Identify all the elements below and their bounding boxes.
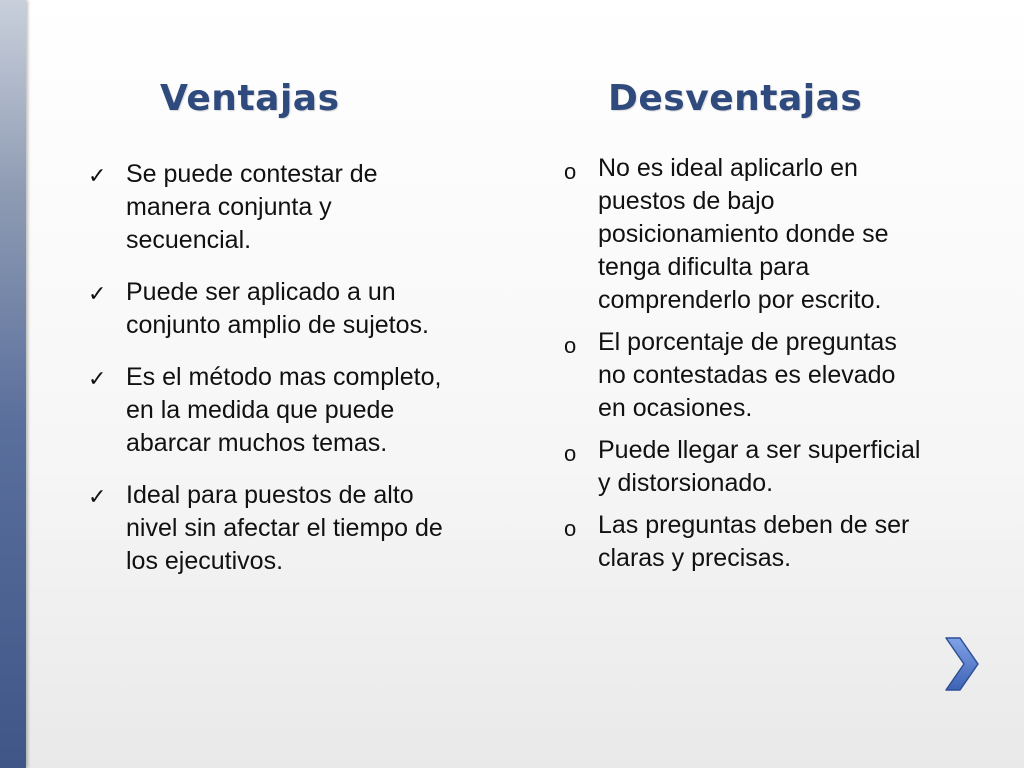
advantage-text: Es el método mas completo, en la medida que puede abarcar muchos temas.: [126, 363, 442, 457]
advantages-list: [88, 158, 448, 597]
checkmark-icon: ✓: [88, 281, 107, 306]
advantage-text: Ideal para puestos de alto nivel sin afectar el tiempo de los ejecutivos.: [126, 481, 443, 575]
disadvantage-text: Las preguntas deben de ser claras y precisas.: [598, 511, 910, 572]
disadvantage-item: [560, 326, 930, 425]
advantage-item: [88, 361, 448, 460]
advantage-item: [88, 158, 448, 257]
checkmark-icon: ✓: [88, 366, 107, 391]
circle-bullet-icon: o: [564, 441, 577, 466]
checkmark-icon: ✓: [88, 484, 107, 509]
checkmark-icon: ✓: [88, 163, 107, 188]
disadvantage-text: No es ideal aplicarlo en puestos de bajo posicionamiento donde se tenga dificulta para comprenderlo por escrito.: [598, 154, 889, 314]
circle-bullet-icon: o: [564, 159, 577, 184]
disadvantage-text: Puede llegar a ser superficial y distorsionado.: [598, 436, 921, 497]
circle-bullet-icon: o: [564, 516, 577, 541]
advantage-item: [88, 276, 448, 342]
advantage-text: Puede ser aplicado a un conjunto amplio de sujetos.: [126, 278, 429, 339]
disadvantages-heading: Desventajas: [608, 78, 863, 119]
advantages-heading: Ventajas: [160, 78, 340, 119]
disadvantages-list: [560, 152, 930, 584]
advantage-item: [88, 479, 448, 578]
advantage-text: Se puede contestar de manera conjunta y secuencial.: [126, 160, 378, 254]
disadvantage-item: [560, 509, 930, 575]
next-slide-button[interactable]: [936, 634, 984, 694]
disadvantage-item: [560, 152, 930, 317]
disadvantage-item: [560, 434, 930, 500]
circle-bullet-icon: o: [564, 333, 577, 358]
chevron-right-icon: [936, 634, 984, 694]
decorative-side-bar: [0, 0, 26, 768]
disadvantage-text: El porcentaje de preguntas no contestadas es elevado en ocasiones.: [598, 328, 897, 422]
